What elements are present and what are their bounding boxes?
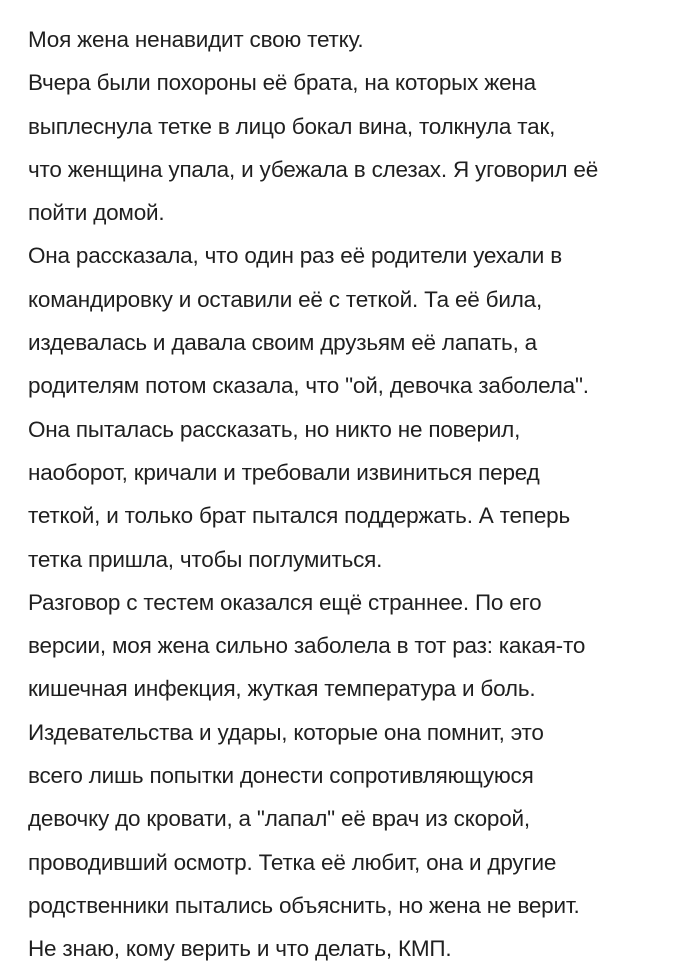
- post-line: тетка пришла, чтобы поглумиться.: [28, 546, 383, 572]
- post-line: выплеснула тетке в лицо бокал вина, толкнула так,: [28, 113, 556, 139]
- post-line: Вчера были похороны её брата, на которых жена: [28, 70, 536, 96]
- post-line: пойти домой.: [28, 200, 165, 226]
- post-line: родственники пытались объяснить, но жена не верит.: [28, 892, 580, 918]
- post-line: Разговор с тестем оказался ещё страннее. По его: [28, 589, 542, 615]
- post-line: всего лишь попытки донести сопротивляющуюся: [28, 763, 534, 789]
- post-line: версии, моя жена сильно заболела в тот раз: какая-то: [28, 633, 586, 659]
- post-line: теткой, и только брат пытался поддержать. А теперь: [28, 503, 570, 529]
- post-line: кишечная инфекция, жуткая температура и боль.: [28, 676, 536, 702]
- post-line: Издевательства и удары, которые она помнит, это: [28, 719, 544, 745]
- post-line: что женщина упала, и убежала в слезах. Я уговорил её: [28, 156, 599, 182]
- post-line: издевалась и давала своим друзьям её лапать, а: [28, 330, 537, 356]
- post-line: Не знаю, кому верить и что делать, КМП.: [28, 936, 452, 962]
- post-line: девочку до кровати, а "лапал" её врач из скорой,: [28, 806, 530, 832]
- post-line: Она рассказала, что один раз её родители уехали в: [28, 243, 562, 269]
- post-line: командировку и оставили её с теткой. Та её била,: [28, 286, 543, 312]
- post-line: Она пыталась рассказать, но никто не поверил,: [28, 416, 521, 442]
- post-line: родителям потом сказала, что "ой, девочка заболела".: [28, 373, 589, 399]
- post-line: проводивший осмотр. Тетка её любит, она и другие: [28, 849, 557, 875]
- post-line: Моя жена ненавидит свою тетку.: [28, 27, 364, 52]
- post-line: наоборот, кричали и требовали извиниться перед: [28, 459, 540, 485]
